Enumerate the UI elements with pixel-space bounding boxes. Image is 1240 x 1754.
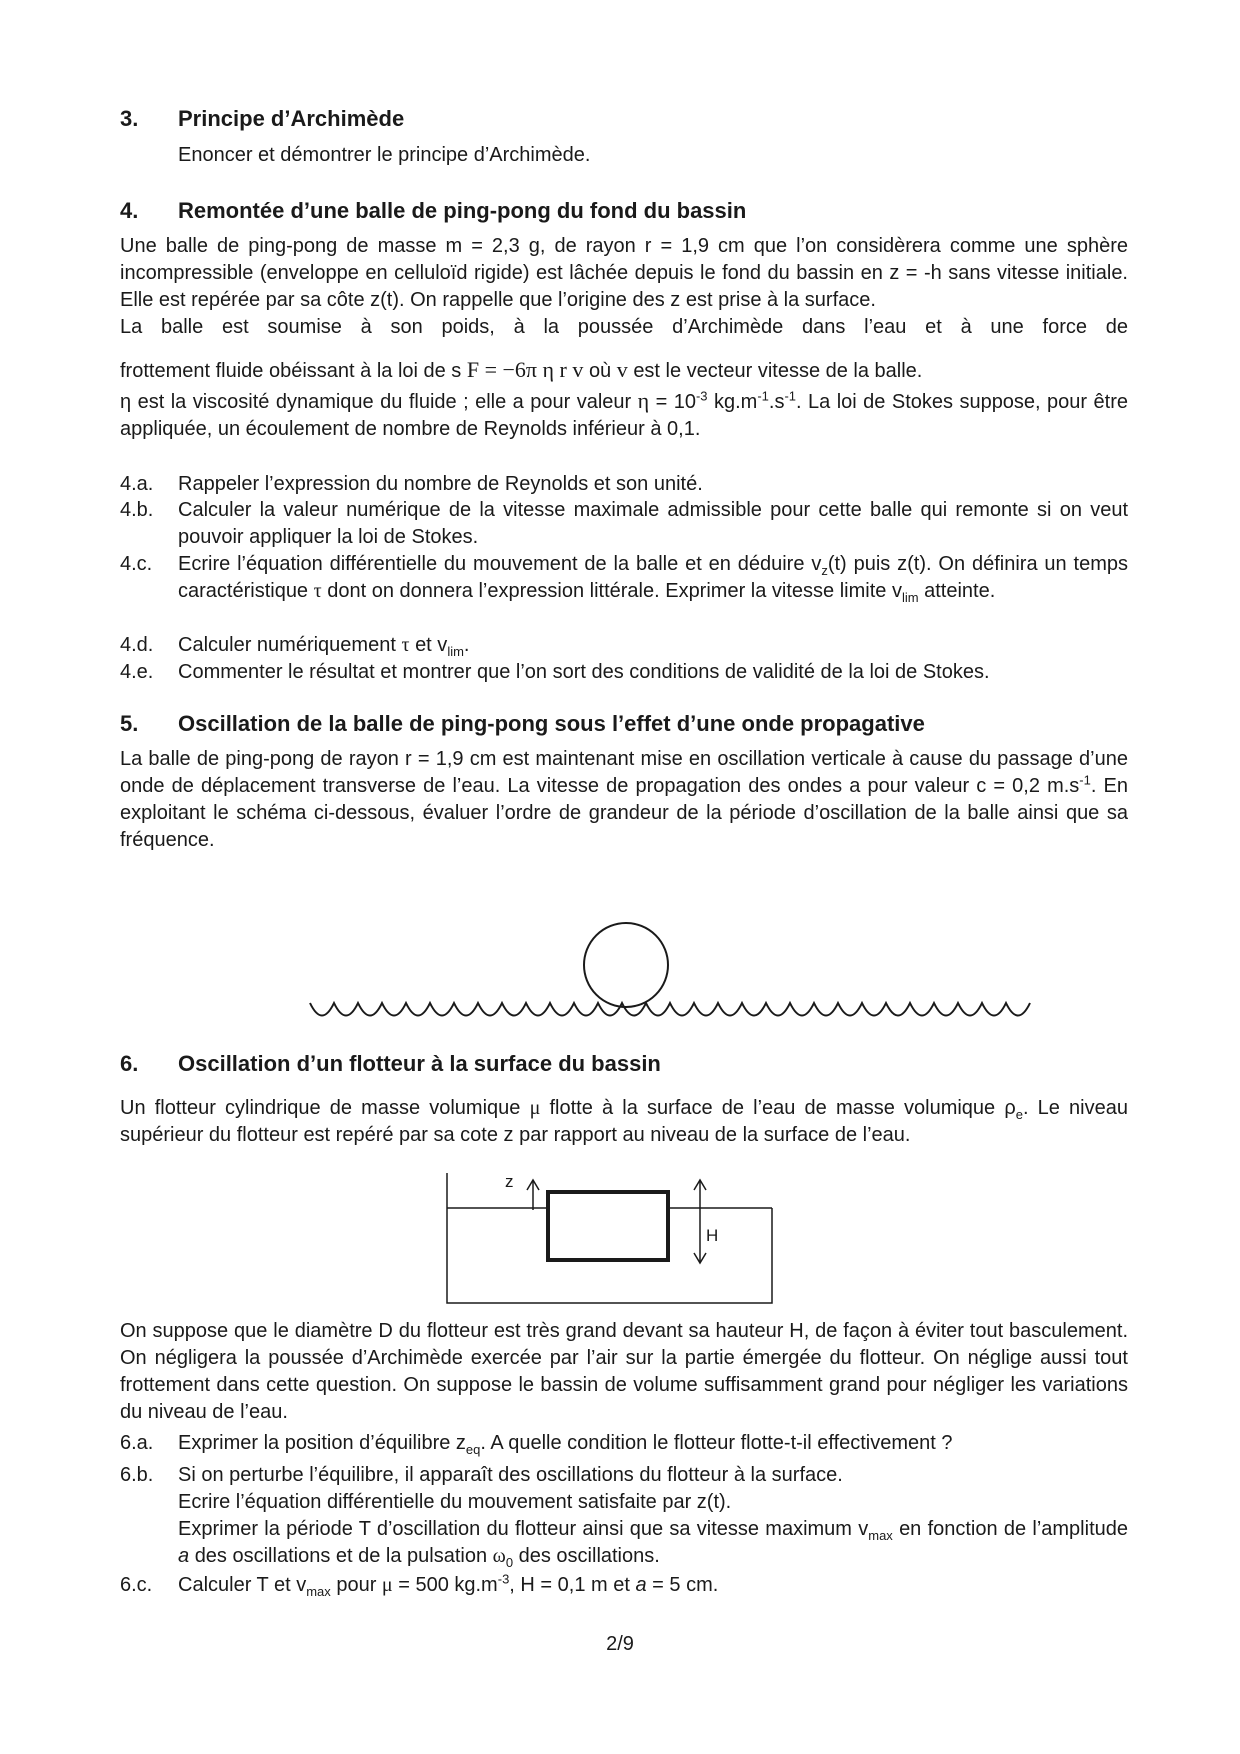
question-4a: 4.a. Rappeler l’expression du nombre de Reynolds et son unité. — [120, 473, 703, 495]
z-label: z — [505, 1172, 514, 1191]
viscosity-paragraph: η est la viscosité dynamique du fluide ; elle a pour valeur $\eta = 10^{-3}$ $kg.m^{-1}.s^{-1}$. La loi de Stokes suppose, pour être appliquée, un écoulement de nombre de Reynolds inférieur à 0,1. — [120, 388, 1128, 440]
velocity-vector: v — [616, 357, 628, 382]
intro-paragraph: Une balle de ping-pong de masse m = 2,3 g, de rayon r = 1,9 cm que l’on considèrera comme une sphère incompressible (enveloppe en celluloïd rigide) est lâchée depuis le fond du bassin en z = -h sans vitesse initiale. Elle est repérée par sa côte z(t). On rappelle que l’origine des z est prise à la surface. — [120, 235, 1128, 311]
section-number: 4. — [120, 198, 139, 223]
question-6b: 6.b. Si on perturbe l’équilibre, il apparaît des oscillations du flotteur à la surface. Ecrire l’équation différentielle du mouvement satisfaite par z(t). Exprimer la période T d’oscillation du flotteur ainsi que sa vitesse maximum $v_{max}$ en fonction de l’amplitude a des oscillations et de la pulsation $\omega_0$ des oscillations. — [120, 1464, 1128, 1570]
section-title: Oscillation d’un flotteur à la surface du bassin — [178, 1051, 661, 1076]
forces-line: La balle est soumise à son poids, à la poussée d’Archimède dans l’eau et à une force de — [120, 316, 1128, 338]
section-title: Oscillation de la balle de ping-pong sous l’effet d’une onde propagative — [178, 711, 925, 736]
question-6a: 6.a. Exprimer la position d’équilibre $z_{eq}$. A quelle condition le flotteur flotte-t-il effectivement ? — [120, 1432, 953, 1457]
section-6-assumptions: On suppose que le diamètre D du flotteur est très grand devant sa hauteur H, de façon à éviter tout basculement. On négligera la poussée d’Archimède exercée par l’air sur la partie émergée du flotteur. On néglige aussi tout frottement dans cette question. On suppose le bassin de volume suffisamment grand pour négliger les variations du niveau de l’eau. — [120, 1320, 1128, 1423]
question-4d: 4.d. Calculer numériquement τ et $v_{lim}$. — [120, 634, 470, 659]
section-6-intro: Un flotteur cylindrique de masse volumique μ flotte à la surface de l’eau de masse volumique $\rho_e$. Le niveau supérieur du flotteur est repéré par sa cote z par rapport au niveau de la surface de l’eau. — [120, 1097, 1128, 1146]
section-5-text: La balle de ping-pong de rayon r = 1,9 cm est maintenant mise en oscillation verticale à cause du passage d’une onde de déplacement transverse de l’eau. La vitesse de propagation des ondes a pour valeur c = 0,2 $m.s^{-1}$. En exploitant le schéma ci-dessous, évaluer l’ordre de grandeur de la période d’oscillation de la balle ainsi que sa fréquence. — [120, 748, 1128, 851]
stokes-law-line: frottement fluide obéissant à la loi de s F = −6π η r v où v est le vecteur vitesse de la balle. — [120, 357, 923, 382]
question-4c: 4.c. Ecrire l’équation différentielle du mouvement de la balle et en déduire $v_z(t)$ puis z(t). On définira un temps caractéristique τ dont on donnera l’expression littérale. Exprimer la vitesse limite $v_{lim}$ atteinte. — [120, 553, 1129, 605]
float-block — [548, 1192, 668, 1260]
H-label: H — [706, 1226, 719, 1245]
section-title: Remontée d’une balle de ping-pong du fond du bassin — [178, 198, 747, 223]
page-number: 2/9 — [606, 1633, 634, 1655]
question-4e: 4.e. Commenter le résultat et montrer que l’on sort des conditions de validité de la loi de Stokes. — [120, 661, 990, 683]
question-4b: 4.b. Calculer la valeur numérique de la vitesse maximale admissible pour cette balle qui remonte si on veut pouvoir appliquer la loi de Stokes. — [120, 499, 1128, 548]
section-number: 6. — [120, 1051, 139, 1076]
section-title: Principe d’Archimède — [178, 106, 405, 131]
section-number: 5. — [120, 711, 139, 736]
stokes-formula: F = −6π η r v — [466, 357, 584, 382]
section-3-text: Enoncer et démontrer le principe d’Archimède. — [178, 144, 591, 166]
section-number: 3. — [120, 106, 139, 131]
question-6c: 6.c. Calculer T et $v_{max}$ pour μ = 500 $kg.m^{-3}$, H = 0,1 m et a = 5 cm. — [120, 1571, 719, 1599]
